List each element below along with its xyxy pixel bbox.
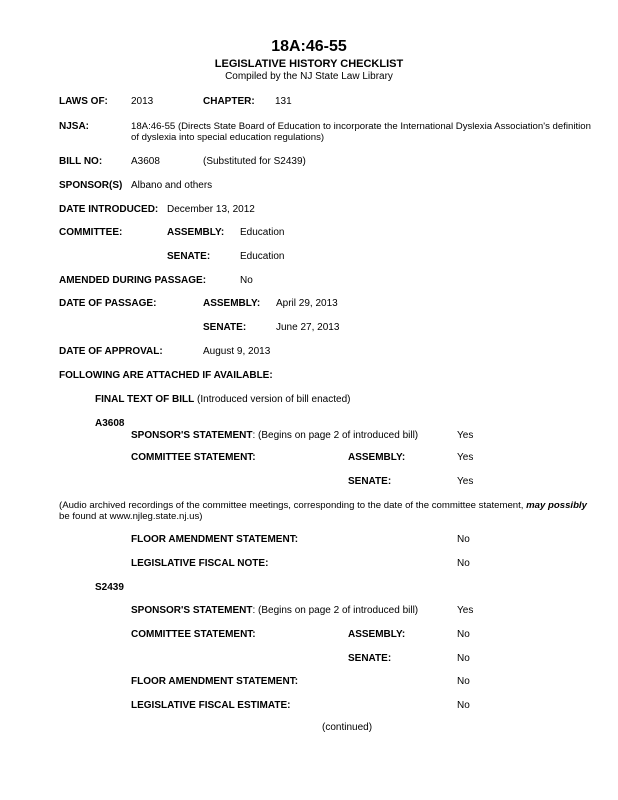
amended-value: No — [240, 275, 253, 286]
audio-note-line-2: be found at www.njleg.state.nj.us) — [59, 511, 203, 522]
a3608-sponsor-value: Yes — [457, 430, 474, 441]
date-introduced-label: DATE INTRODUCED: — [59, 204, 159, 215]
s2439-floor-label: FLOOR AMENDMENT STATEMENT: — [131, 676, 299, 687]
a3608-fiscal-value: No — [457, 558, 470, 569]
approval-label: DATE OF APPROVAL: — [59, 346, 163, 357]
a3608-sponsor-line — [131, 430, 418, 442]
njsa-label: NJSA: — [59, 121, 90, 132]
a3608-assembly-value: Yes — [457, 452, 474, 463]
s2439-senate-value: No — [457, 653, 470, 664]
a3608-floor-label: FLOOR AMENDMENT STATEMENT: — [131, 534, 299, 545]
passage-senate-label: SENATE: — [203, 322, 247, 333]
committee-assembly-value: Education — [240, 227, 285, 238]
committee-senate-value: Education — [240, 251, 285, 262]
committee-assembly-label: ASSEMBLY: — [167, 227, 225, 238]
a3608-committee-label: COMMITTEE STATEMENT: — [131, 452, 256, 463]
final-text-line — [95, 394, 350, 406]
a3608-sponsor-note: : (Begins on page 2 of introduced bill) — [252, 430, 419, 441]
committee-senate-label: SENATE: — [167, 251, 211, 262]
chapter-label: CHAPTER: — [203, 96, 255, 107]
date-introduced-value: December 13, 2012 — [167, 204, 255, 215]
s2439-heading: S2439 — [95, 582, 124, 593]
doc-title: LEGISLATIVE HISTORY CHECKLIST — [214, 58, 404, 70]
a3608-floor-value: No — [457, 534, 470, 545]
a3608-fiscal-label: LEGISLATIVE FISCAL NOTE: — [131, 558, 269, 569]
a3608-heading: A3608 — [95, 418, 125, 429]
bill-no-note: (Substituted for S2439) — [203, 156, 306, 167]
statute-heading: 18A:46-55 — [271, 38, 347, 55]
passage-senate-value: June 27, 2013 — [276, 322, 340, 333]
compiled-by: Compiled by the NJ State Law Library — [225, 71, 393, 82]
s2439-sponsor-value: Yes — [457, 605, 474, 616]
committee-label: COMMITTEE: — [59, 227, 123, 238]
s2439-sponsor-label: SPONSOR'S STATEMENT — [131, 605, 253, 616]
final-text-note: (Introduced version of bill enacted) — [197, 394, 351, 405]
a3608-sponsor-label: SPONSOR'S STATEMENT — [131, 430, 253, 441]
approval-value: August 9, 2013 — [203, 346, 271, 357]
s2439-sponsor-line — [131, 605, 418, 617]
passage-label: DATE OF PASSAGE: — [59, 298, 157, 309]
a3608-senate-value: Yes — [457, 476, 474, 487]
bill-no-label: BILL NO: — [59, 156, 103, 167]
s2439-fiscal-label: LEGISLATIVE FISCAL ESTIMATE: — [131, 700, 291, 711]
continued-note: (continued) — [322, 722, 373, 733]
s2439-committee-label: COMMITTEE STATEMENT: — [131, 629, 256, 640]
s2439-assembly-label: ASSEMBLY: — [348, 629, 406, 640]
audio-note-emphasis: may possibly — [526, 500, 587, 511]
final-text-label: FINAL TEXT OF BILL — [95, 394, 195, 405]
s2439-senate-label: SENATE: — [348, 653, 392, 664]
laws-of-label: LAWS OF: — [59, 96, 108, 107]
s2439-fiscal-value: No — [457, 700, 470, 711]
chapter-value: 131 — [275, 96, 292, 107]
attached-heading: FOLLOWING ARE ATTACHED IF AVAILABLE: — [59, 370, 273, 381]
audio-note-text: (Audio archived recordings of the committee meetings, corresponding to the date of the committee statement, — [59, 500, 527, 511]
sponsor-value: Albano and others — [131, 180, 213, 191]
a3608-assembly-label: ASSEMBLY: — [348, 452, 406, 463]
passage-assembly-value: April 29, 2013 — [276, 298, 338, 309]
passage-assembly-label: ASSEMBLY: — [203, 298, 261, 309]
amended-label: AMENDED DURING PASSAGE: — [59, 275, 207, 286]
njsa-line-2: of dyslexia into special education regulations) — [131, 132, 325, 143]
a3608-senate-label: SENATE: — [348, 476, 392, 487]
s2439-floor-value: No — [457, 676, 470, 687]
bill-no-value: A3608 — [131, 156, 160, 167]
laws-of-value: 2013 — [131, 96, 154, 107]
s2439-assembly-value: No — [457, 629, 470, 640]
s2439-sponsor-note: : (Begins on page 2 of introduced bill) — [252, 605, 419, 616]
sponsor-label: SPONSOR(S) — [59, 180, 123, 191]
njsa-line-1: 18A:46-55 (Directs State Board of Education to incorporate the International Dyslexia Association's definition — [131, 121, 591, 132]
